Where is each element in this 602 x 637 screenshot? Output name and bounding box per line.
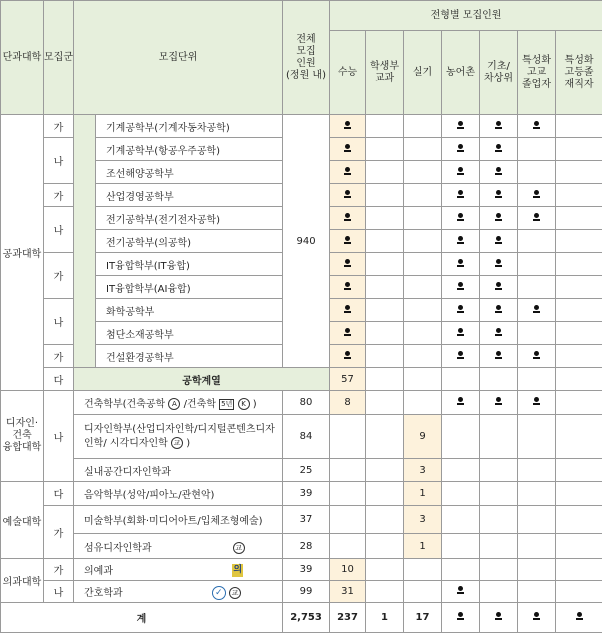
- person-marker-icon: [457, 213, 464, 221]
- unit-cell: IT융합학부(IT융합): [96, 253, 283, 276]
- silgi-cell: 9: [404, 415, 442, 459]
- group-cell: 나: [44, 391, 74, 482]
- person-marker-icon: [495, 282, 502, 290]
- header-track-gyogwa: 학생부 교과: [366, 31, 404, 115]
- college-arts: 예술대학: [1, 482, 44, 559]
- person-marker-icon: [457, 144, 464, 152]
- group-cell: 가: [44, 115, 74, 138]
- series-strip: [74, 115, 96, 368]
- person-marker-icon: [457, 282, 464, 290]
- person-marker-icon: [457, 351, 464, 359]
- group-cell: 가: [44, 253, 74, 299]
- unit-text: ): [252, 399, 257, 410]
- table-row: [1, 459, 602, 482]
- header-college: 단과대학: [1, 1, 44, 115]
- person-marker-icon: [457, 328, 464, 336]
- person-marker-icon: [495, 351, 502, 359]
- silgi-cell: 3: [404, 459, 442, 482]
- silgi-cell: 1: [404, 482, 442, 506]
- summary-gyogwa: 1: [366, 603, 404, 633]
- group-cell: 나: [44, 299, 74, 345]
- person-marker-icon: [495, 190, 502, 198]
- person-marker-icon: [344, 328, 351, 336]
- header-track-suneung: 수능: [330, 31, 366, 115]
- teaching-mark-icon: 교: [171, 437, 183, 449]
- table-row: [1, 581, 602, 603]
- total-cell: 80: [283, 391, 330, 415]
- unit-cell-nursing: [74, 581, 283, 603]
- header-total: 전체 모집 인원 (정원 내): [283, 1, 330, 115]
- summary-suneung: 237: [330, 603, 366, 633]
- unit-cell: 미술학부(회화·미디어아트/입체조형예술): [74, 506, 283, 534]
- group-cell: 가: [44, 559, 74, 581]
- total-cell: 99: [283, 581, 330, 603]
- table-row: [1, 115, 602, 138]
- person-marker-icon: [533, 121, 540, 129]
- person-marker-icon: [495, 144, 502, 152]
- medical-mark-icon: 의: [233, 565, 243, 576]
- table-row: [1, 415, 602, 459]
- summary-label: 계: [1, 603, 283, 633]
- unit-cell: 기계공학부(항공우주공학): [96, 138, 283, 161]
- total-cell: 940: [283, 115, 330, 368]
- suneung-cell: 10: [330, 559, 366, 581]
- suneung-cell: 57: [330, 368, 366, 391]
- person-marker-icon: [457, 167, 464, 175]
- person-marker-icon: [457, 586, 464, 594]
- table-row: [1, 368, 602, 391]
- group-cell: 다: [44, 482, 74, 506]
- person-marker-icon: [495, 236, 502, 244]
- unit-text: 건축학부(건축공학: [84, 399, 166, 410]
- person-marker-icon: [495, 259, 502, 267]
- person-marker-icon: [457, 259, 464, 267]
- unit-cell: 음악학부(성악/피아노/관현악): [74, 482, 283, 506]
- header-track-employed: 특성화 고등졸 재직자: [556, 31, 602, 115]
- college-design: 디자인· 건축 융합대학: [1, 391, 44, 482]
- group-cell: 가: [44, 345, 74, 368]
- person-marker-icon: [576, 612, 583, 620]
- unit-text: /건축학: [183, 399, 216, 410]
- person-marker-icon: [533, 190, 540, 198]
- college-medicine: 의과대학: [1, 559, 44, 603]
- summary-row: [1, 603, 602, 633]
- a-mark-icon: A: [168, 398, 180, 410]
- college-engineering: 공과대학: [1, 115, 44, 391]
- k-mark-icon: K: [238, 398, 250, 410]
- suneung-cell: 31: [330, 581, 366, 603]
- unit-cell-arch: [74, 391, 283, 415]
- summary-silgi: 17: [404, 603, 442, 633]
- unit-cell: 건설환경공학부: [96, 345, 283, 368]
- unit-text: 간호학과: [84, 587, 123, 599]
- silgi-cell: 1: [404, 534, 442, 559]
- header-group: 모집군: [44, 1, 74, 115]
- person-marker-icon: [344, 282, 351, 290]
- person-marker-icon: [457, 121, 464, 129]
- group-cell: 가: [44, 506, 74, 559]
- person-marker-icon: [457, 236, 464, 244]
- unit-cell: 전기공학부(전기전자공학): [96, 207, 283, 230]
- person-marker-icon: [533, 612, 540, 620]
- person-marker-icon: [495, 121, 502, 129]
- unit-text: 의예과: [84, 565, 113, 577]
- check-mark-icon: ✓: [212, 586, 226, 600]
- silgi-cell: 3: [404, 506, 442, 534]
- person-marker-icon: [495, 328, 502, 336]
- total-cell: 84: [283, 415, 330, 459]
- group-cell: 나: [44, 581, 74, 603]
- header-track-title: 전형별 모집인원: [330, 1, 602, 31]
- teaching-mark-icon: 교: [233, 542, 245, 554]
- table-row: [1, 506, 602, 534]
- group-cell: 가: [44, 184, 74, 207]
- person-marker-icon: [344, 167, 351, 175]
- person-marker-icon: [344, 236, 351, 244]
- total-cell: 25: [283, 459, 330, 482]
- person-marker-icon: [457, 305, 464, 313]
- unit-cell-textile: [74, 534, 283, 559]
- total-cell: 39: [283, 482, 330, 506]
- suneung-cell: 8: [330, 391, 366, 415]
- person-marker-icon: [344, 259, 351, 267]
- unit-cell: 화학공학부: [96, 299, 283, 322]
- header-track-vocational: 특성화 고교 졸업자: [518, 31, 556, 115]
- person-marker-icon: [344, 305, 351, 313]
- unit-cell: 실내공간디자인학과: [74, 459, 283, 482]
- person-marker-icon: [344, 213, 351, 221]
- unit-cell: 조선해양공학부: [96, 161, 283, 184]
- person-marker-icon: [457, 397, 464, 405]
- unit-cell: 첨단소재공학부: [96, 322, 283, 345]
- unit-cell: 전기공학부(의공학): [96, 230, 283, 253]
- unit-text: 디자인학부(산업디자인학/디지털콘텐츠디자인학/ 시각디자인학: [84, 423, 275, 449]
- table-row: [1, 534, 602, 559]
- table-row: [1, 559, 602, 581]
- person-marker-icon: [533, 397, 540, 405]
- header-track-rural: 농어촌: [442, 31, 480, 115]
- person-marker-icon: [533, 213, 540, 221]
- person-marker-icon: [533, 305, 540, 313]
- unit-cell: 산업경영공학부: [96, 184, 283, 207]
- unit-text: ): [186, 437, 191, 449]
- unit-cell: 기계공학부(기계자동차공학): [96, 115, 283, 138]
- table-row: [1, 391, 602, 415]
- teaching-mark-icon: 교: [229, 587, 241, 599]
- person-marker-icon: [344, 144, 351, 152]
- table-row: [1, 482, 602, 506]
- total-cell: 28: [283, 534, 330, 559]
- header-track-silgi: 실기: [404, 31, 442, 115]
- person-marker-icon: [457, 612, 464, 620]
- group-cell: 나: [44, 207, 74, 253]
- summary-total: 2,753: [283, 603, 330, 633]
- person-marker-icon: [344, 190, 351, 198]
- group-cell: 나: [44, 138, 74, 184]
- unit-cell-design: [74, 415, 283, 459]
- person-marker-icon: [344, 351, 351, 359]
- total-cell: 37: [283, 506, 330, 534]
- unit-cell-medicine: [74, 559, 283, 581]
- person-marker-icon: [495, 167, 502, 175]
- person-marker-icon: [457, 190, 464, 198]
- person-marker-icon: [495, 397, 502, 405]
- person-marker-icon: [495, 612, 502, 620]
- person-marker-icon: [495, 213, 502, 221]
- group-cell: 다: [44, 368, 74, 391]
- total-cell: 39: [283, 559, 330, 581]
- unit-cell: IT융합학부(AI융합): [96, 276, 283, 299]
- person-marker-icon: [495, 305, 502, 313]
- unit-text: 섬유디자인학과: [84, 542, 152, 554]
- header-track-basic: 기초/ 차상위: [480, 31, 518, 115]
- five-year-mark-icon: 5년: [221, 399, 233, 408]
- header-unit: 모집단위: [74, 1, 283, 115]
- person-marker-icon: [344, 121, 351, 129]
- series-label: 공학계열: [74, 368, 330, 391]
- person-marker-icon: [533, 351, 540, 359]
